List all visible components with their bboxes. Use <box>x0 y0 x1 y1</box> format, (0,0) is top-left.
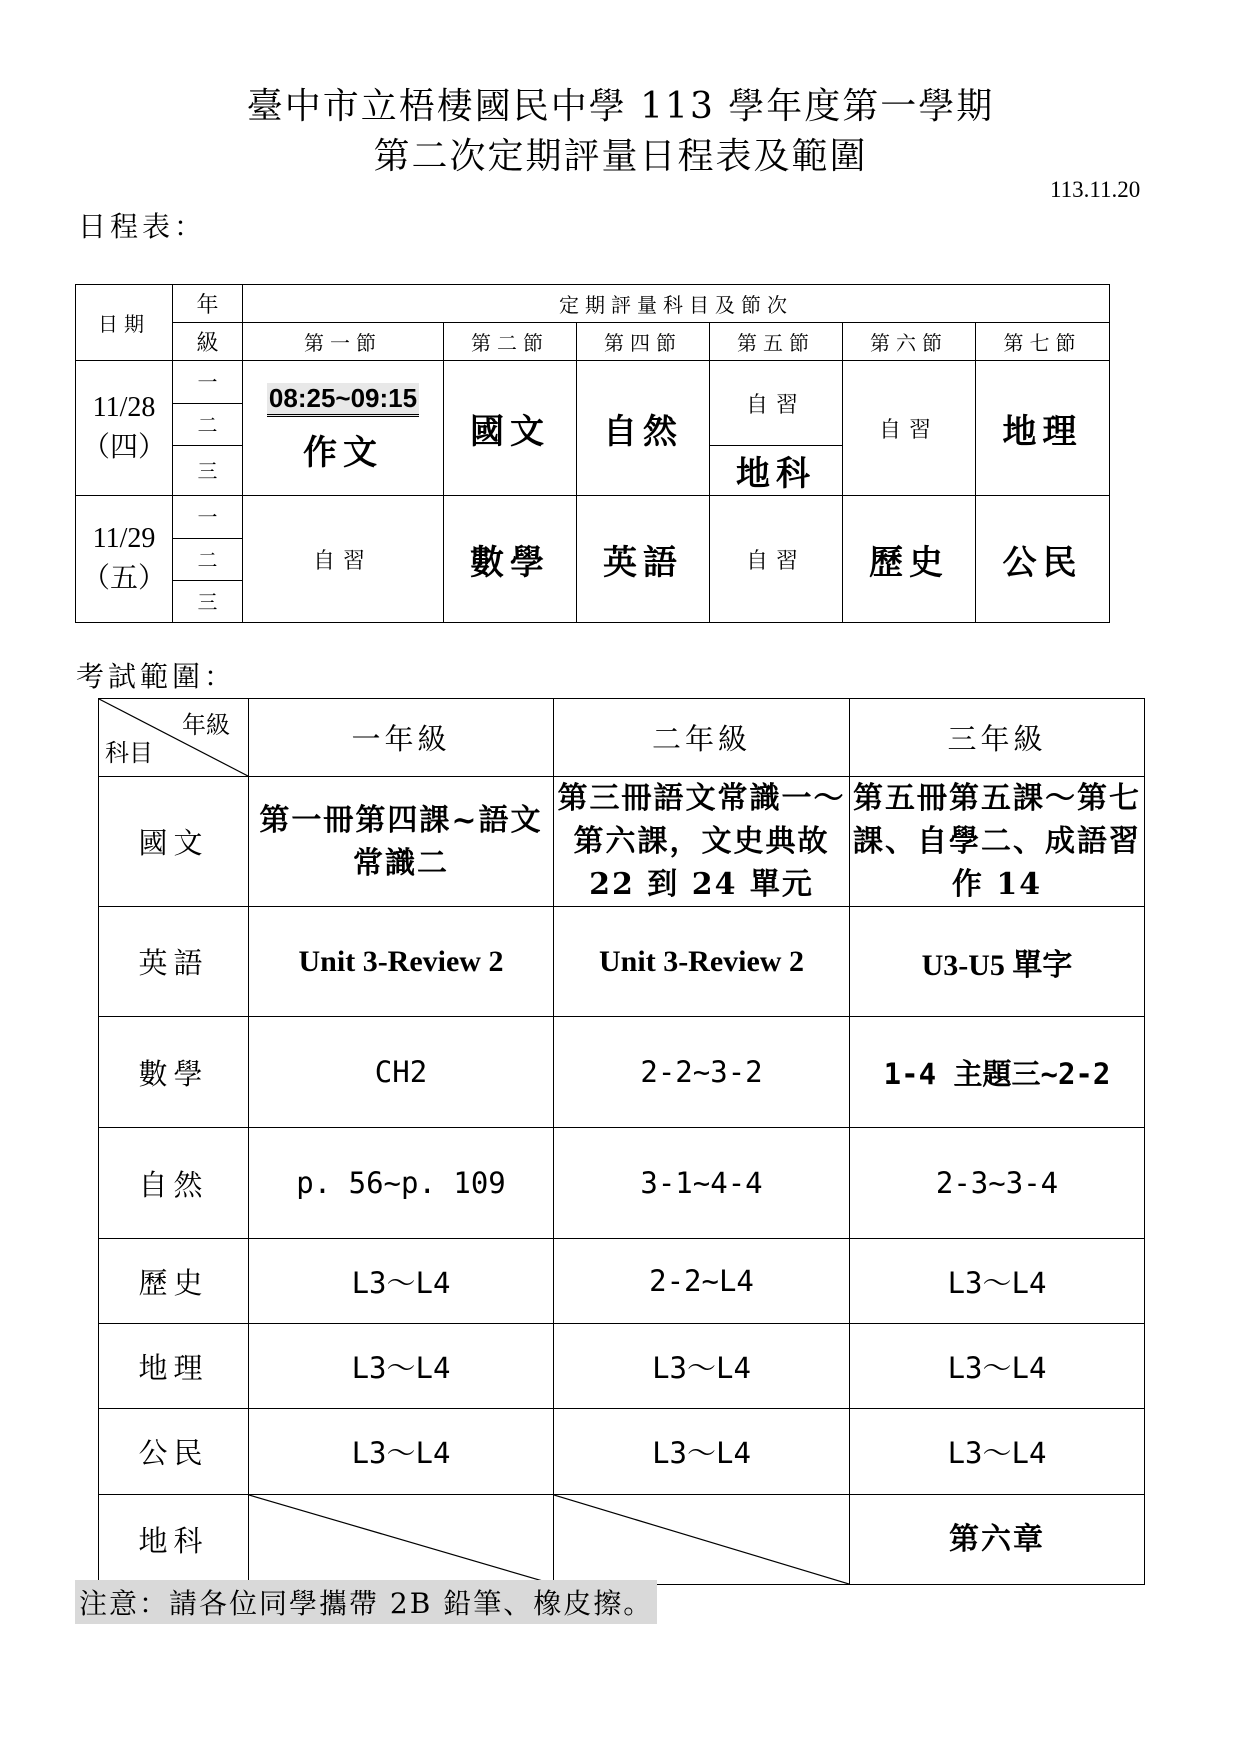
subject-label: 歷史 <box>99 1239 249 1324</box>
corner-subject-label: 科目 <box>105 739 153 767</box>
range-cell: L3～L4 <box>850 1409 1145 1495</box>
range-cell: Unit 3-Review 2 <box>554 907 850 1017</box>
grade-label: 二 <box>173 404 243 446</box>
range-cell: 3-1~4-4 <box>554 1128 850 1239</box>
day1-period7-subject: 地理 <box>976 361 1110 496</box>
period-header: 第二節 <box>444 323 577 361</box>
range-cell: 2-2~3-2 <box>554 1017 850 1128</box>
range-cell-not-applicable <box>249 1495 554 1585</box>
range-section-label: 考試範圍： <box>76 660 237 693</box>
range-cell: L3～L4 <box>850 1239 1145 1324</box>
period-header: 第五節 <box>710 323 843 361</box>
day1-weekday: （四） <box>81 432 166 463</box>
subject-label: 英語 <box>99 907 249 1017</box>
day1-period6-subject: 自習 <box>843 361 976 496</box>
range-cell: 第六章 <box>850 1495 1145 1585</box>
document-date: 113.11.20 <box>1050 177 1141 202</box>
day2-period1-subject: 自習 <box>243 496 444 623</box>
day1-period1-cell <box>243 361 444 496</box>
day2-period7-subject: 公民 <box>976 496 1110 623</box>
range-cell: Unit 3-Review 2 <box>249 907 554 1017</box>
range-cell: U3-U5 單字 <box>850 907 1145 1017</box>
schedule-group-header: 定期評量科目及節次 <box>243 285 1110 323</box>
grade-header: 一年級 <box>249 699 554 777</box>
range-cell: L3～L4 <box>850 1324 1145 1409</box>
subject-label: 地理 <box>99 1324 249 1409</box>
range-cell: L3～L4 <box>249 1324 554 1409</box>
schedule-header-grade-bottom: 級 <box>173 323 243 361</box>
corner-header-cell <box>99 699 249 777</box>
subject-label: 地科 <box>99 1495 249 1585</box>
day2-period2-subject: 數學 <box>444 496 577 623</box>
subject-label: 數學 <box>99 1017 249 1128</box>
footer-note: 注意：請各位同學攜帶 2B 鉛筆、橡皮擦。 <box>75 1580 657 1624</box>
range-cell: L3～L4 <box>554 1324 850 1409</box>
period-header: 第一節 <box>243 323 444 361</box>
document-title-line2: 第二次定期評量日程表及範圍 <box>373 136 868 177</box>
day2-date-cell <box>76 496 173 623</box>
subject-label: 公民 <box>99 1409 249 1495</box>
range-cell: 2-2~L4 <box>554 1239 850 1324</box>
grade-label: 三 <box>173 581 243 623</box>
range-cell: 第五冊第五課～第七課、自學二、成語習作 14 <box>850 777 1145 907</box>
grade-label: 一 <box>173 496 243 539</box>
day2-period6-subject: 歷史 <box>843 496 976 623</box>
range-cell: 1-4 主題三~2-2 <box>850 1017 1145 1128</box>
schedule-header-date: 日期 <box>76 285 173 361</box>
grade-label: 二 <box>173 539 243 581</box>
range-cell: p. 56~p. 109 <box>249 1128 554 1239</box>
grade-label: 一 <box>173 361 243 404</box>
document-title-line1: 臺中市立梧棲國民中學 113 學年度第一學期 <box>246 86 995 127</box>
grade-label: 三 <box>173 446 243 496</box>
schedule-section-label: 日程表： <box>78 210 207 243</box>
corner-grade-label: 年級 <box>182 711 230 739</box>
day1-period5-top: 自習 <box>710 361 843 446</box>
day1-period2-subject: 國文 <box>444 361 577 496</box>
range-cell: L3～L4 <box>249 1409 554 1495</box>
slash-line <box>554 1495 849 1584</box>
period-header: 第六節 <box>843 323 976 361</box>
day1-date: 11/28 <box>92 392 156 423</box>
day1-period1-time: 08:25~09:15 <box>267 383 419 417</box>
grade-header: 三年級 <box>850 699 1145 777</box>
range-cell: 第一冊第四課~語文常識二 <box>249 777 554 907</box>
exam-range-table <box>98 698 1145 1585</box>
day1-period5-bottom: 地科 <box>710 446 843 496</box>
subject-label: 自然 <box>99 1128 249 1239</box>
range-cell: L3～L4 <box>249 1239 554 1324</box>
schedule-header-grade-top: 年 <box>173 285 243 323</box>
slash-line <box>249 1495 553 1584</box>
range-cell: 2-3~3-4 <box>850 1128 1145 1239</box>
schedule-table <box>75 284 1110 623</box>
grade-header: 二年級 <box>554 699 850 777</box>
period-header: 第四節 <box>577 323 710 361</box>
day1-date-cell <box>76 361 173 496</box>
day1-period4-subject: 自然 <box>577 361 710 496</box>
day1-period1-subject: 作文 <box>303 432 383 473</box>
range-cell: CH2 <box>249 1017 554 1128</box>
period-header: 第七節 <box>976 323 1110 361</box>
range-cell-not-applicable <box>554 1495 850 1585</box>
day2-period5-subject: 自習 <box>710 496 843 623</box>
subject-label: 國文 <box>99 777 249 907</box>
day2-weekday: （五） <box>81 563 166 594</box>
day2-date: 11/29 <box>92 523 156 554</box>
range-cell: 第三冊語文常識一～第六課，文史典故 22 到 24 單元 <box>554 777 850 907</box>
day2-period4-subject: 英語 <box>577 496 710 623</box>
range-cell: L3～L4 <box>554 1409 850 1495</box>
